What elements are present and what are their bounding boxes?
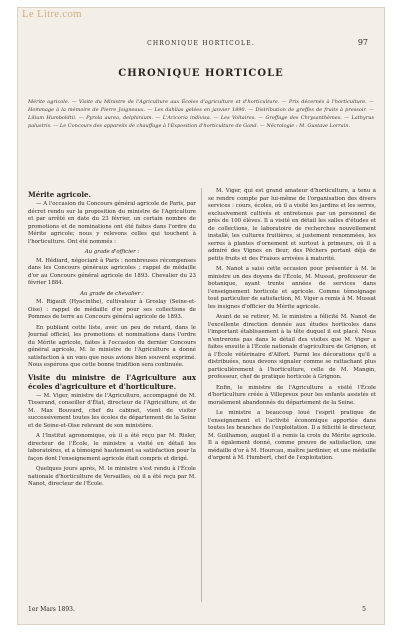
journal-page [18,8,384,624]
paragraph: M. Rigault (Hyacinthe), cultivateur à Groslay (Seine-et-Oise) : rappel de médaille d'or pour ses collections de Pommes de terre au Concours général agricole de 1893. [28,299,196,320]
running-head: CHRONIQUE HORTICOLE. [147,40,255,47]
page-number: 97 [357,38,368,47]
page-title: CHRONIQUE HORTICOLE [118,68,284,79]
subheading-chevalier: Au grade de chevalier : [80,290,144,297]
column-divider [201,188,202,602]
paragraph: Le ministre a beaucoup loué l'esprit pratique de l'enseignement et l'activité économique apportée dans toutes les branches de l'exploitation. Il a félicité le directeur, M. Guilhamon, auquel il a remis la croix du Mérite agricole. Il a également donné, comme preuve de satisfaction, une médaille d'or à M. Hourcau, maître jardinier, et une médaille d'argent à M. Humbert, chef de l'exploitation. [208,410,376,461]
paragraph: A l'Institut agronomique, où il a été reçu par M. Risler, directeur de l'École, le ministre a visité en détail les laboratoires, et a témoigné hautement sa satisfaction pour la façon dont l'enseignement agricole était compris et dirigé. [28,433,196,462]
paragraph: M. Viger, qui est grand amateur d'horticulture, a tenu à se rendre compte par lui-même de l'organisation des divers services : cours, écoles, où il a visité les jardins et les serres, exclusivement cultivés et entretenus par un personnel de près de 100 élèves. Il a visité en détail les salles d'études et de collections, le laboratoire de recherches nouvellement installé, les cultures fruitières, si justement renommées, les serres à plantes d'ornement et surtout à primeurs, où il a admiré des Vignes en fleur, des Pêchers portant déjà de petits fruits et des Fraises arrivées à maturité. [208,188,376,262]
section-heading-visite: Visite du ministre de l'Agriculture aux écoles d'agriculture et d'horticulture. [28,372,196,391]
signature-mark: 5 [362,606,366,613]
paragraph: Enfin, le ministre de l'Agriculture a visité l'École d'horticulture créée à Villepreux pour les enfants assistés et moralement abandonnés du département de la Seine. [208,384,376,406]
section-heading-merite: Mérite agricole. [28,190,91,199]
article-summary: Mérite agricole. — Visite du Ministre de l'Agriculture aux Écoles d'agriculture et d'horticulture. — Prix décernés à l'horticulture. — Hommage à la mémoire de Pierre Joigneaux. — Les dahlias gelées en janvier 1890. — Distribution de greffes de fruits à pressoir. — Lilium Humboldtii. — Pyrola aurea, delphinium. — L'Aricoria indivisa. — Les Voltaires. — Greffage des Chrysanthèmes. — Lathyrus palustris. — Le Concours des appareils de chauffage à l'Exposition d'horticulture de Gand. — Nécrologie : M. Gustave Lorrain. [28,99,374,129]
issue-date: 1er Mars 1893. [28,606,75,613]
paragraph: M. Hédiard, négociant à Paris : nombreuses récompenses dans les Concours généraux agricoles ; rappel de médaille d'or au Concours général agricole de 1893. Chevalier du 23 février 1884. [28,257,196,286]
paragraph: En publiant cette liste, avec un peu de retard, dans le Journal officiel, les promotions et nominations dans l'ordre du Mérite agricole, faites à l'occasion du dernier Concours général agricole, M. le ministre de l'Agriculture a donné satisfaction à un vœu que nous avions bien souvent exprimé. Nous espérons que cette bonne tradition sera continuée. [28,324,196,368]
paragraph: M. Nanot a saisi cette occasion pour présenter à M. le ministre un des doyens de l'École, M. Mussat, professeur de botanique, ayant trente années de services dans l'enseignement horticole et agricole. Comme témoignage tout particulier de satisfaction, M. Viger a remis à M. Mussat les insignes d'officier du Mérite agricole. [208,266,376,310]
left-column [28,188,196,602]
site-watermark-logo: Le Litre.com [22,8,82,20]
right-column [208,188,376,602]
subheading-officier: Au grade d'officier : [84,249,140,255]
paragraph: Avant de se retirer, M. le ministre a félicité M. Nanot de l'excellente direction donnée aux études horticoles dans l'important établissement à la tête duquel il est placé. Nous n'entrerons pas dans le détail des visites que M. Viger a faites ensuite à l'École nationale d'agriculture de Grignon, et à l'École vétérinaire d'Alfort. Parmi les décorations qu'il a distribuées, nous devons signaler comme se rattachant plus particulièrement à l'horticulture, celle de M. Mangin, professeur, chef de pratique horticole à Grignon. [208,314,376,380]
paragraph: Quelques jours après, M. le ministre s'est rendu à l'École nationale d'horticulture de Versailles, où il a été reçu par M. Nanot, directeur de l'École. [28,466,196,487]
paragraph: — A l'occasion du Concours général agricole de Paris, par décret rendu sur la proposition du ministre de l'Agriculture et par arrêté en date du 23 février, un certain nombre de promotions et de nominations ont été faites dans l'ordre du Mérite agricole; nous y relevons celles qui touchent à l'horticulture. Ont été nommés : [28,201,196,245]
paragraph: — M. Viger, ministre de l'Agriculture, accompagné de M. Tisserand, conseiller d'État, directeur de l'Agriculture, et de M. Max Bouvard, chef du cabinet, vient de visiter successivement toutes les écoles du département de la Seine et de Seine-et-Oise relevant de son ministère. [28,392,196,429]
